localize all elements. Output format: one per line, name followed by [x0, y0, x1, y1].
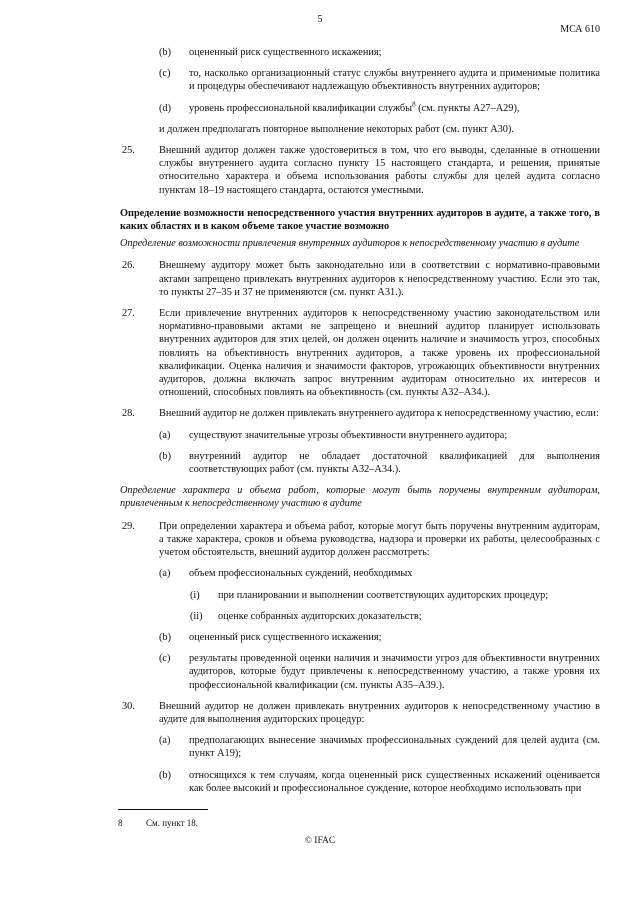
- paragraph-text: Внешнему аудитору может быть законодательно или в соответствии с нормативно-правовыми актами запрещено привлекать внутренних аудиторов к непосредственному участию. Если это так, то пункты 27–35 и 37 не применяются (см. пункт A31.).: [159, 260, 600, 298]
- paragraph-text: Если привлечение внутренних аудиторов к непосредственному участию законодательством или нормативно-правовыми актами не запрещено и внешний аудитор планирует использовать внутренних аудиторов для этих целей, он должен оценить наличие и значимость угроз, способных повлиять на объективность внутренних аудиторов, а также уровень их профессиональной квалификации. Оценка наличия и значимости факторов, угрожающих объективности внутренних аудиторов, должна включать запрос внутренним аудиторам относительно их интересов и отношений, способных повлиять на объективность (см. пункты A32–A34.).: [159, 308, 600, 399]
- list-item-b: [0, 769, 640, 795]
- footnote-divider: [118, 809, 208, 810]
- paragraph-number: 27.: [122, 308, 135, 320]
- item-text: предполагающих вынесение значимых профессиональных суждений для целей аудита (см. пункт A19);: [189, 735, 600, 760]
- item-text: относящихся к тем случаям, когда оцененный риск существенных искажений оценивается как более высокий и профессиональное суждение, которое необходимо использовать при: [189, 769, 600, 794]
- list-item-c: [0, 67, 640, 93]
- item-text: существуют значительные угрозы объективности внутреннего аудитора;: [189, 429, 508, 441]
- sub-item-i: [0, 589, 640, 602]
- paragraph-30: [0, 700, 640, 726]
- paragraph-number: 29.: [122, 520, 135, 532]
- item-text: внутренний аудитор не обладает достаточной квалификацией для выполнения соответствующих работ (см. пункты A32–A34.).: [189, 450, 600, 476]
- footnote-mark: 8: [118, 818, 123, 828]
- item-text: объем профессиональных суждений, необходимых: [189, 568, 413, 580]
- paragraph-number: 26.: [122, 260, 135, 272]
- item-label: (b): [159, 450, 172, 462]
- paragraph-text: Внешний аудитор не должен привлекать внутреннего аудитора к непосредственному участию, если:: [159, 408, 599, 420]
- item-label: (b): [159, 47, 172, 58]
- paragraph-text: При определении характера и объема работ, которые могут быть поручены внутренним аудиторам, а также характера, сроков и объема руководства, надзора и проверки их работы, целесообразных с учетом обстоятельств, внешний аудитор должен рассмотреть:: [159, 520, 600, 559]
- closing-text: и должен предполагать повторное выполнение некоторых работ (см. пункт A30).: [159, 123, 514, 135]
- list-item-a: [0, 567, 640, 580]
- item-label: (a): [159, 735, 171, 747]
- page-content: [0, 46, 640, 803]
- item-label: (a): [159, 429, 171, 441]
- item-label: (b): [159, 631, 172, 643]
- footnote-text: См. пункт 18.: [146, 818, 199, 828]
- sub-item-label: (ii): [190, 610, 203, 622]
- paragraph-28: [0, 407, 640, 420]
- subheading-1: Определение возможности привлечения внутренних аудиторов к непосредственному участию в аудите: [120, 238, 580, 250]
- list-item-b: [0, 46, 640, 59]
- item-text: результаты проведенной оценки наличия и значимости угроз для объективности внутренних аудиторов, которые будут привлечены к непосредственному участию, а также уровня их профессиональной квалификации (см. пункты A35–A39.).: [189, 653, 600, 691]
- item-label: (d): [159, 102, 172, 114]
- paragraph-number: 30.: [122, 700, 135, 712]
- item-label: (a): [159, 568, 171, 580]
- item-text-main: уровень профессиональной квалификации службы: [189, 102, 413, 114]
- sub-item-ii: [0, 610, 640, 623]
- sub-item-text: оценке собранных аудиторских доказательств;: [218, 610, 422, 622]
- closing-line: [0, 123, 640, 136]
- sub-item-text: при планировании и выполнении соответствующих аудиторских процедур;: [218, 589, 549, 601]
- list-item-b: [0, 631, 640, 644]
- item-label: (c): [159, 653, 171, 665]
- page-number: 5: [317, 14, 323, 25]
- item-text: [189, 102, 600, 115]
- item-label: (c): [159, 68, 171, 80]
- item-text: оцененный риск существенного искажения;: [189, 631, 382, 643]
- paragraph-number: 28.: [122, 408, 135, 420]
- item-text: то, насколько организационный статус службы внутреннего аудита и применимые политика и процедуры обеспечивают надлежащую объективность внутренних аудиторов;: [189, 68, 600, 93]
- paragraph-text: Внешний аудитор должен также удостовериться в том, что его выводы, сделанные в отношении службы внутреннего аудита согласно пункту 15 настоящего стандарта, и решения, принятые относительно характера и объема использования работы службы для целей аудита согласно пунктам 18–19 настоящего стандарта, остаются уместными.: [159, 145, 600, 196]
- paragraph-25: [0, 144, 640, 197]
- footnote-ref[interactable]: 8: [412, 100, 416, 109]
- subheading-2: Определение характера и объема работ, которые могут быть поручены внутренним аудиторам, привлеченным к непосредственному участию в аудите: [120, 485, 600, 510]
- item-text-tail: (см. пункты A27–A29),: [415, 102, 520, 114]
- list-item-a: [0, 429, 640, 442]
- sub-item-label: (i): [190, 589, 200, 601]
- standard-code: МСА 610: [560, 24, 600, 35]
- item-label: (b): [159, 769, 172, 781]
- list-item-b: [0, 450, 640, 476]
- list-item-c: [0, 652, 640, 692]
- section-heading: Определение возможности непосредственного участия внутренних аудиторов в аудите, а также того, в каких областях и в каком объеме такое участие возможно: [120, 207, 600, 233]
- footnote: [118, 818, 198, 828]
- copyright-footer: © IFAC: [304, 836, 336, 846]
- list-item-a: [0, 734, 640, 760]
- paragraph-27: [0, 307, 640, 399]
- item-text: оцененный риск существенного искажения;: [189, 47, 382, 58]
- paragraph-26: [0, 259, 640, 299]
- paragraph-text: Внешний аудитор не должен привлекать внутренних аудиторов к непосредственному участию в аудите для выполнения аудиторских процедур:: [159, 700, 600, 725]
- list-item-d: [0, 102, 640, 115]
- paragraph-29: [0, 520, 640, 560]
- paragraph-number: 25.: [122, 145, 135, 157]
